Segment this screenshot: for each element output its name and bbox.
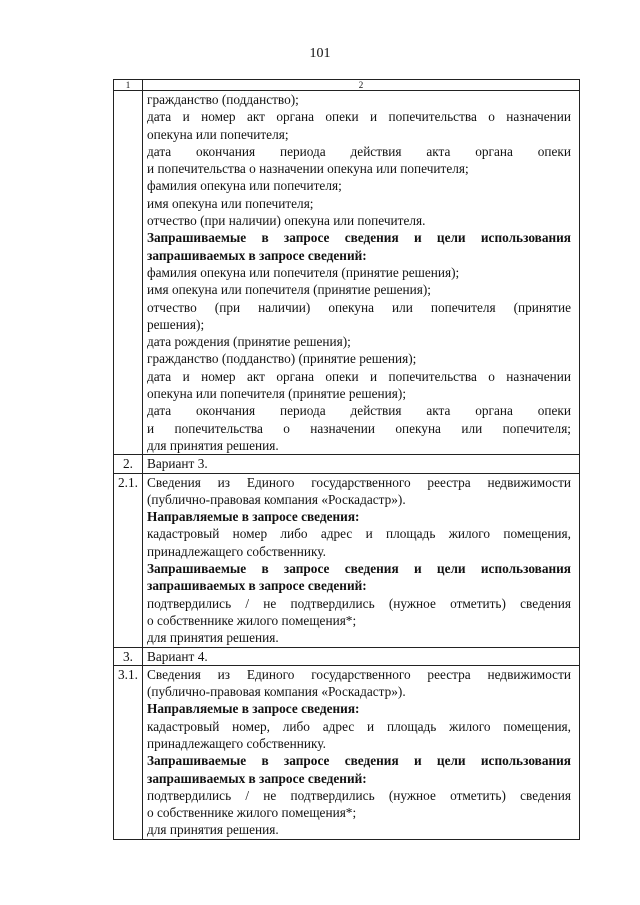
text-line: (публично-правовая компания «Роскадастр»). [147, 684, 406, 700]
bold-text-line: Направляемые в запросе сведения: [147, 509, 360, 525]
row-text [143, 665, 580, 839]
text-line: Сведения из Единого государственного реестра недвижимости [147, 666, 571, 682]
table-row [114, 473, 580, 647]
text-line: кадастровый номер либо адрес и площадь жилого помещения, [147, 526, 571, 542]
text-line: для принятия решения. [147, 822, 279, 838]
text-line: (публично-правовая компания «Роскадастр»). [147, 491, 406, 507]
table-row [114, 91, 580, 455]
text-line: имя опекуна или попечителя; [147, 195, 314, 211]
text-line: фамилия опекуна или попечителя (принятие решения); [147, 264, 460, 280]
bold-text-line: Запрашиваемые в запросе сведения и цели использования [147, 753, 571, 769]
header-col-2: 2 [143, 80, 580, 91]
text-line: отчество (при наличии) опекуна или попечителя. [147, 213, 426, 229]
text-line: о собственнике жилого помещения*; [147, 805, 357, 821]
text-line: дата и номер акт органа опеки и попечительства о назначении [147, 368, 571, 384]
text-line: для принятия решения. [147, 437, 279, 453]
text-line: дата окончания периода действия акта органа опеки [147, 403, 571, 419]
content-table [113, 79, 580, 840]
text-line: имя опекуна или попечителя (принятие решения); [147, 282, 431, 298]
row-number [114, 91, 143, 455]
text-line: опекуна или попечителя (принятие решения); [147, 386, 407, 402]
text-line: фамилия опекуна или попечителя; [147, 178, 342, 194]
text-line: дата окончания периода действия акта органа опеки [147, 143, 571, 159]
row-text [143, 647, 580, 665]
header-col-1: 1 [114, 80, 143, 91]
text-line: дата рождения (принятие решения); [147, 334, 351, 350]
text-line: Вариант 4. [147, 648, 208, 664]
text-line: и попечительства о назначении опекуна или попечителя; [147, 420, 571, 436]
row-text [143, 91, 580, 455]
text-line: решения); [147, 316, 205, 332]
table-header-row [114, 80, 580, 91]
text-line: гражданство (подданство); [147, 92, 299, 107]
text-line: принадлежащего собственнику. [147, 735, 326, 751]
table-row [114, 455, 580, 473]
table-row [114, 665, 580, 839]
row-number: 3. [114, 647, 143, 665]
table-row [114, 647, 580, 665]
text-line: Вариант 3. [147, 456, 208, 472]
text-line: гражданство (подданство) (принятие решения); [147, 351, 417, 367]
text-line: подтвердились / не подтвердились (нужное отметить) сведения [147, 787, 571, 803]
text-line: опекуна или попечителя; [147, 126, 289, 142]
text-line: и попечительства о назначении опекуна или попечителя; [147, 161, 469, 177]
row-text [143, 455, 580, 473]
row-number: 2. [114, 455, 143, 473]
text-line: кадастровый номер, либо адрес и площадь жилого помещения, [147, 718, 571, 734]
text-line: дата и номер акт органа опеки и попечительства о назначении [147, 109, 571, 125]
bold-text-line: запрашиваемых в запросе сведений: [147, 578, 367, 594]
bold-text-line: Запрашиваемые в запросе сведения и цели использования [147, 230, 571, 246]
text-line: Сведения из Единого государственного реестра недвижимости [147, 474, 571, 490]
text-line: принадлежащего собственнику. [147, 543, 326, 559]
page-number: 101 [309, 46, 331, 61]
text-line: отчество (при наличии) опекуна или попечителя (принятие [147, 299, 571, 315]
row-number: 2.1. [114, 473, 143, 647]
bold-text-line: запрашиваемых в запросе сведений: [147, 247, 367, 263]
text-line: о собственнике жилого помещения*; [147, 612, 357, 628]
row-text [143, 473, 580, 647]
bold-text-line: запрашиваемых в запросе сведений: [147, 770, 367, 786]
bold-text-line: Запрашиваемые в запросе сведения и цели использования [147, 561, 571, 577]
text-line: для принятия решения. [147, 630, 279, 646]
row-number: 3.1. [114, 665, 143, 839]
bold-text-line: Направляемые в запросе сведения: [147, 701, 360, 717]
table-body [114, 80, 580, 840]
text-line: подтвердились / не подтвердились (нужное отметить) сведения [147, 595, 571, 611]
